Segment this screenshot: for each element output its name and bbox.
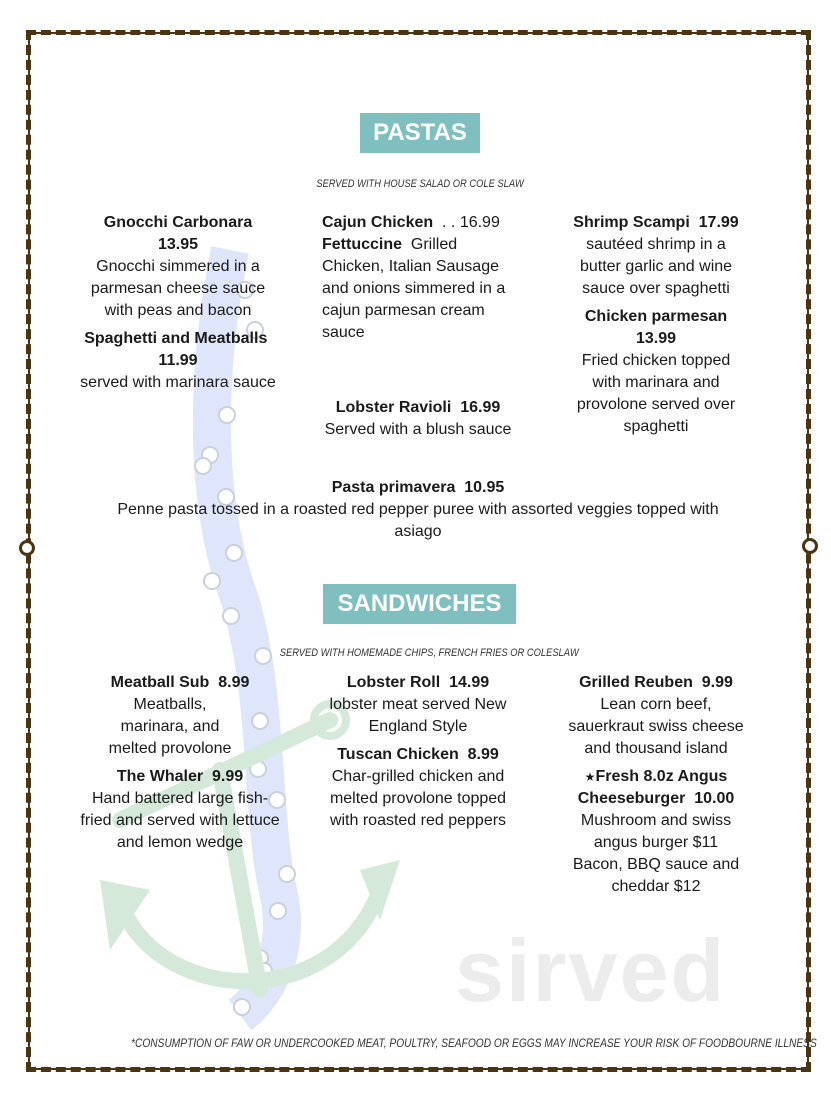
pastas-note: SERVED WITH HOUSE SALAD OR COLE SLAW [316,178,524,190]
pastas-heading: PASTAS [360,113,480,153]
pasta-right-column: Shrimp Scampi 17.99 sautéed shrimp in a butter garlic and wine sauce over spaghetti Chicken parmesan 13.99 Fried chicken topped with marinara and provolone served over spaghetti [573,214,739,435]
food-safety-disclaimer: *CONSUMPTION OF FAW OR UNDERCOOKED MEAT, POULTRY, SEAFOOD OR EGGS MAY INCREASE YOUR RISK OF FOODBOURNE ILLNESS [131,1036,817,1050]
pasta-left-column: Gnocchi Carbonara 13.95 Gnocchi simmered in a parmesan cheese sauce with peas and bacon Spaghetti and Meatballs 11.99 served with marinara sauce [80,214,276,391]
pasta-middle-column: Cajun Chicken . . 16.99 Fettuccine Grilled Chicken, Italian Sausage and onions simmered in a cajun parmesan cream sauce [322,214,506,341]
lobster-ravioli: Lobster Ravioli 16.99 Served with a blush sauce [324,399,512,438]
border-knot-icon [802,538,818,554]
border-knot-icon [19,540,35,556]
sandwiches-note: SERVED WITH HOMEMADE CHIPS, FRENCH FRIES OR COLESLAW [279,647,579,659]
star-icon: ★ [584,770,596,784]
sandwich-left-column: Meatball Sub 8.99 Meatballs, marinara, and melted provolone The Whaler 9.99 Hand battered large fish-fried and served with lettuce and lemon wedge [80,674,280,851]
sandwiches-heading: SANDWICHES [323,584,516,624]
sandwich-right-column: Grilled Reuben 9.99 Lean corn beef, sauerkraut swiss cheese and thousand island ★Fresh 8.0z Angus Cheeseburger 10.00 Mushroom and swiss angus burger $11 Bacon, BBQ sauce and cheddar $12 [568,674,744,895]
sirved-watermark: sirved [455,921,727,1020]
pasta-primavera: Pasta primavera 10.95 Penne pasta tossed in a roasted red pepper puree with assorted veggies topped with asiago [117,479,719,540]
sandwich-middle-column: Lobster Roll 14.99 lobster meat served New England Style Tuscan Chicken 8.99 Char-grilled chicken and melted provolone topped with roasted red peppers [329,674,507,829]
